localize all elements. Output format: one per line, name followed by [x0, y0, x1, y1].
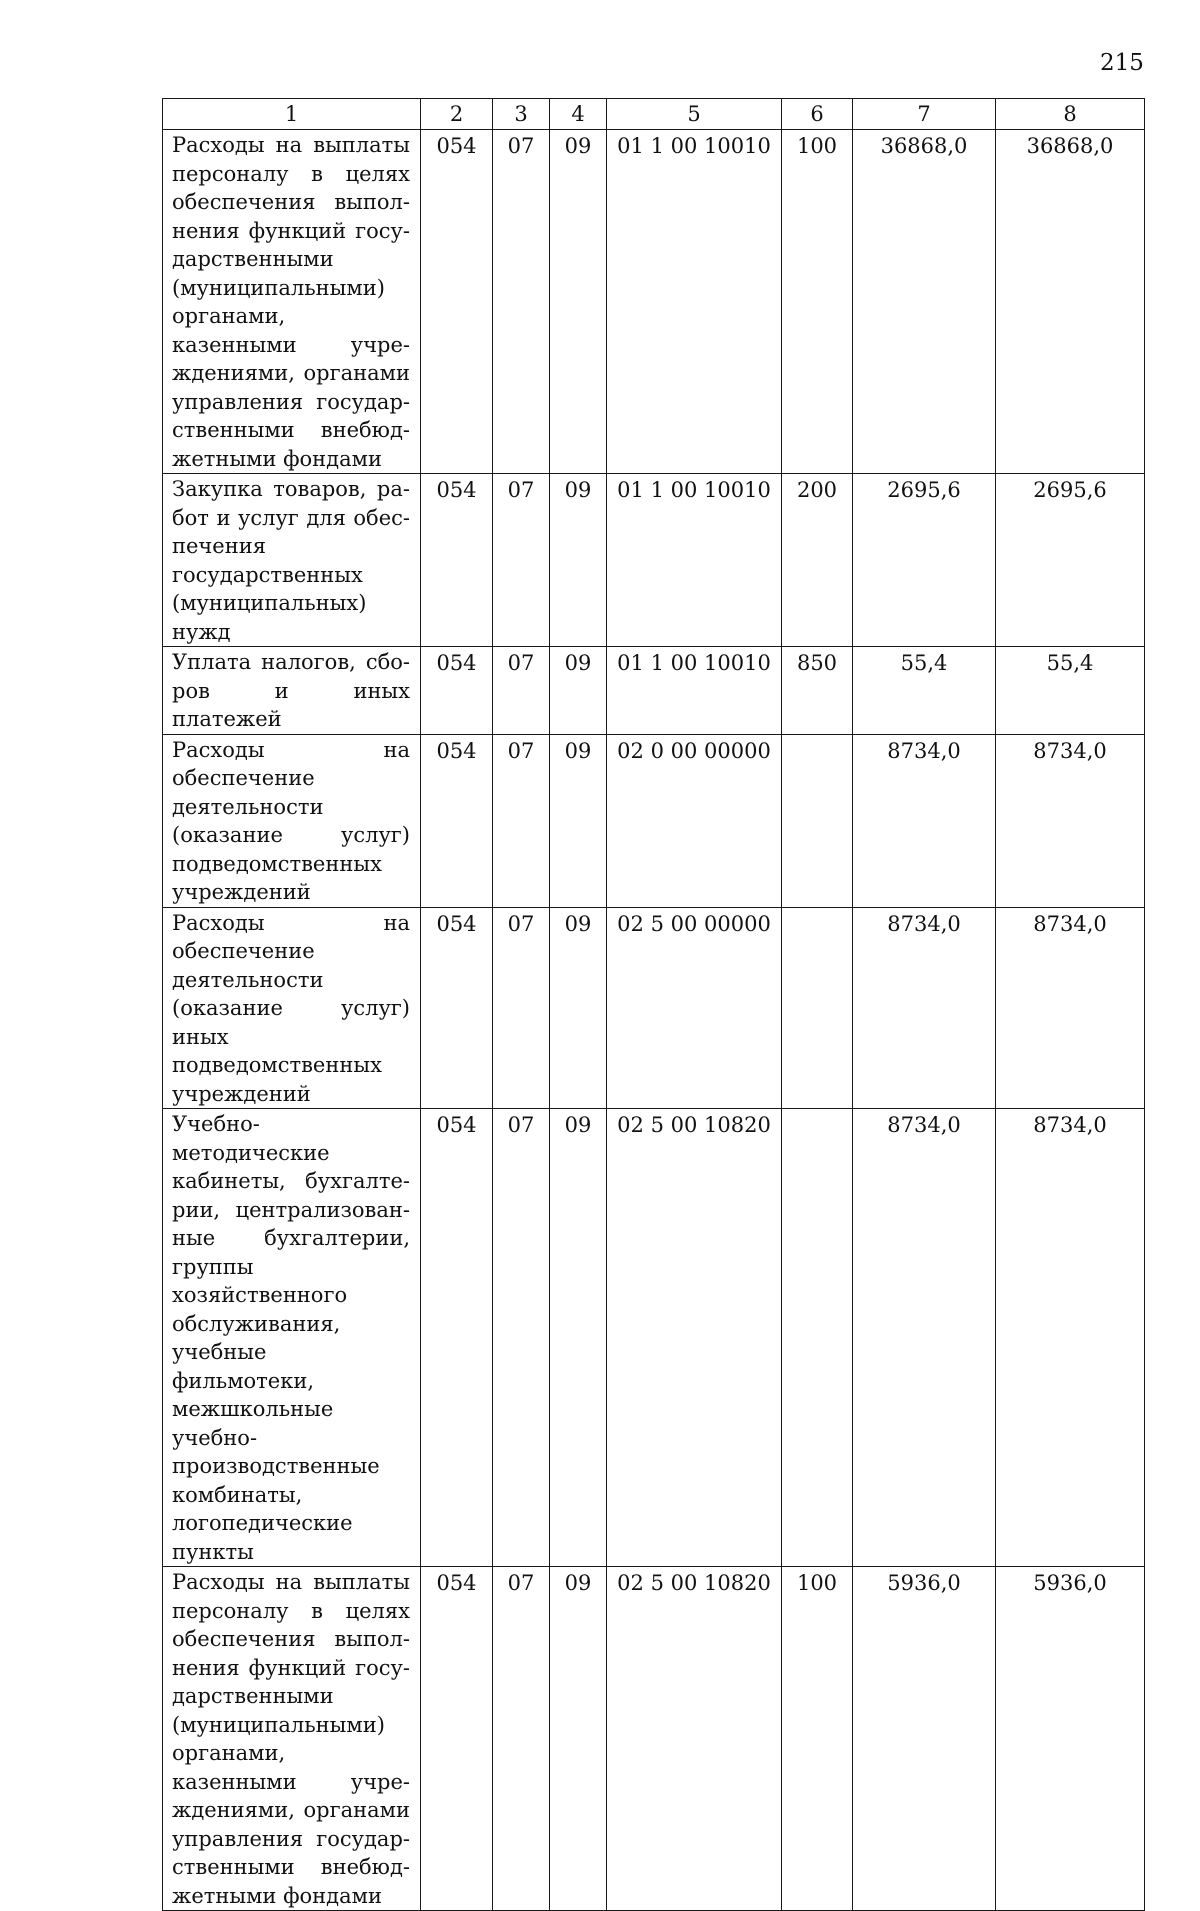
ministry-code-cell: 054	[421, 734, 493, 907]
section-code-cell: 07	[493, 130, 550, 474]
column-header-4: 4	[550, 99, 607, 130]
budget-table	[162, 98, 1145, 1911]
expense-type-cell: 850	[782, 647, 853, 735]
ministry-code-cell: 054	[421, 907, 493, 1109]
amount-cell-col8: 2695,6	[996, 474, 1145, 647]
ministry-code-cell: 054	[421, 130, 493, 474]
expense-type-cell: 200	[782, 474, 853, 647]
amount-cell-col8: 8734,0	[996, 907, 1145, 1109]
amount-cell-col8: 8734,0	[996, 734, 1145, 907]
amount-cell-col7: 55,4	[853, 647, 996, 735]
expense-name-cell: Закупка товаров, работ и услуг для обеспечения государственных (муниципальных) нужд	[163, 474, 421, 647]
section-code-cell: 07	[493, 474, 550, 647]
amount-cell-col8: 5936,0	[996, 1567, 1145, 1911]
amount-cell-col7: 36868,0	[853, 130, 996, 474]
ministry-code-cell: 054	[421, 1109, 493, 1567]
section-code-cell: 07	[493, 1567, 550, 1911]
column-header-3: 3	[493, 99, 550, 130]
ministry-code-cell: 054	[421, 647, 493, 735]
subsection-code-cell: 09	[550, 734, 607, 907]
table-row	[163, 1567, 1145, 1911]
table-row	[163, 907, 1145, 1109]
amount-cell-col8: 55,4	[996, 647, 1145, 735]
section-code-cell: 07	[493, 1109, 550, 1567]
target-article-cell: 01 1 00 10010	[607, 474, 782, 647]
expense-name-cell: Расходы на обеспечение деятельности (оказание услуг) подведомственных учреждений	[163, 734, 421, 907]
column-header-8: 8	[996, 99, 1145, 130]
expense-name-cell: Расходы на выплаты персоналу в целях обеспечения выполнения функций государственными (муниципальными) органами, казенными учреждениями, органами управления государственными внебюджетными фондами	[163, 1567, 421, 1911]
amount-cell-col7: 5936,0	[853, 1567, 996, 1911]
subsection-code-cell: 09	[550, 474, 607, 647]
column-number-row	[163, 99, 1145, 130]
target-article-cell: 02 5 00 10820	[607, 1109, 782, 1567]
subsection-code-cell: 09	[550, 130, 607, 474]
expense-type-cell	[782, 1109, 853, 1567]
expense-type-cell: 100	[782, 130, 853, 474]
expense-name-cell: Учебно-методические кабинеты, бухгалтерии, централизованные бухгалтерии, группы хозяйственного обслуживания, учебные фильмотеки, межшкольные учебно-производственные комбинаты, логопедические пункты	[163, 1109, 421, 1567]
amount-cell-col8: 8734,0	[996, 1109, 1145, 1567]
ministry-code-cell: 054	[421, 474, 493, 647]
expense-name-cell: Расходы на выплаты персоналу в целях обеспечения выполнения функций государственными (муниципальными) органами, казенными учреждениями, органами управления государственными внебюджетными фондами	[163, 130, 421, 474]
amount-cell-col7: 8734,0	[853, 907, 996, 1109]
table-row	[163, 474, 1145, 647]
section-code-cell: 07	[493, 907, 550, 1109]
subsection-code-cell: 09	[550, 1109, 607, 1567]
column-header-6: 6	[782, 99, 853, 130]
column-header-7: 7	[853, 99, 996, 130]
expense-name-cell: Расходы на обеспечение деятельности (оказание услуг) иных подведомственных учреждений	[163, 907, 421, 1109]
table-row	[163, 734, 1145, 907]
expense-type-cell: 100	[782, 1567, 853, 1911]
amount-cell-col7: 8734,0	[853, 1109, 996, 1567]
table-row	[163, 1109, 1145, 1567]
ministry-code-cell: 054	[421, 1567, 493, 1911]
target-article-cell: 02 5 00 00000	[607, 907, 782, 1109]
section-code-cell: 07	[493, 647, 550, 735]
amount-cell-col8: 36868,0	[996, 130, 1145, 474]
column-header-5: 5	[607, 99, 782, 130]
expense-type-cell	[782, 734, 853, 907]
section-code-cell: 07	[493, 734, 550, 907]
page-number: 215	[1100, 50, 1144, 76]
table-row	[163, 130, 1145, 474]
expense-type-cell	[782, 907, 853, 1109]
subsection-code-cell: 09	[550, 1567, 607, 1911]
target-article-cell: 02 0 00 00000	[607, 734, 782, 907]
target-article-cell: 02 5 00 10820	[607, 1567, 782, 1911]
subsection-code-cell: 09	[550, 907, 607, 1109]
expense-name-cell: Уплата налогов, сборов и иных платежей	[163, 647, 421, 735]
amount-cell-col7: 8734,0	[853, 734, 996, 907]
column-header-1: 1	[163, 99, 421, 130]
target-article-cell: 01 1 00 10010	[607, 647, 782, 735]
table-row	[163, 647, 1145, 735]
amount-cell-col7: 2695,6	[853, 474, 996, 647]
subsection-code-cell: 09	[550, 647, 607, 735]
target-article-cell: 01 1 00 10010	[607, 130, 782, 474]
column-header-2: 2	[421, 99, 493, 130]
